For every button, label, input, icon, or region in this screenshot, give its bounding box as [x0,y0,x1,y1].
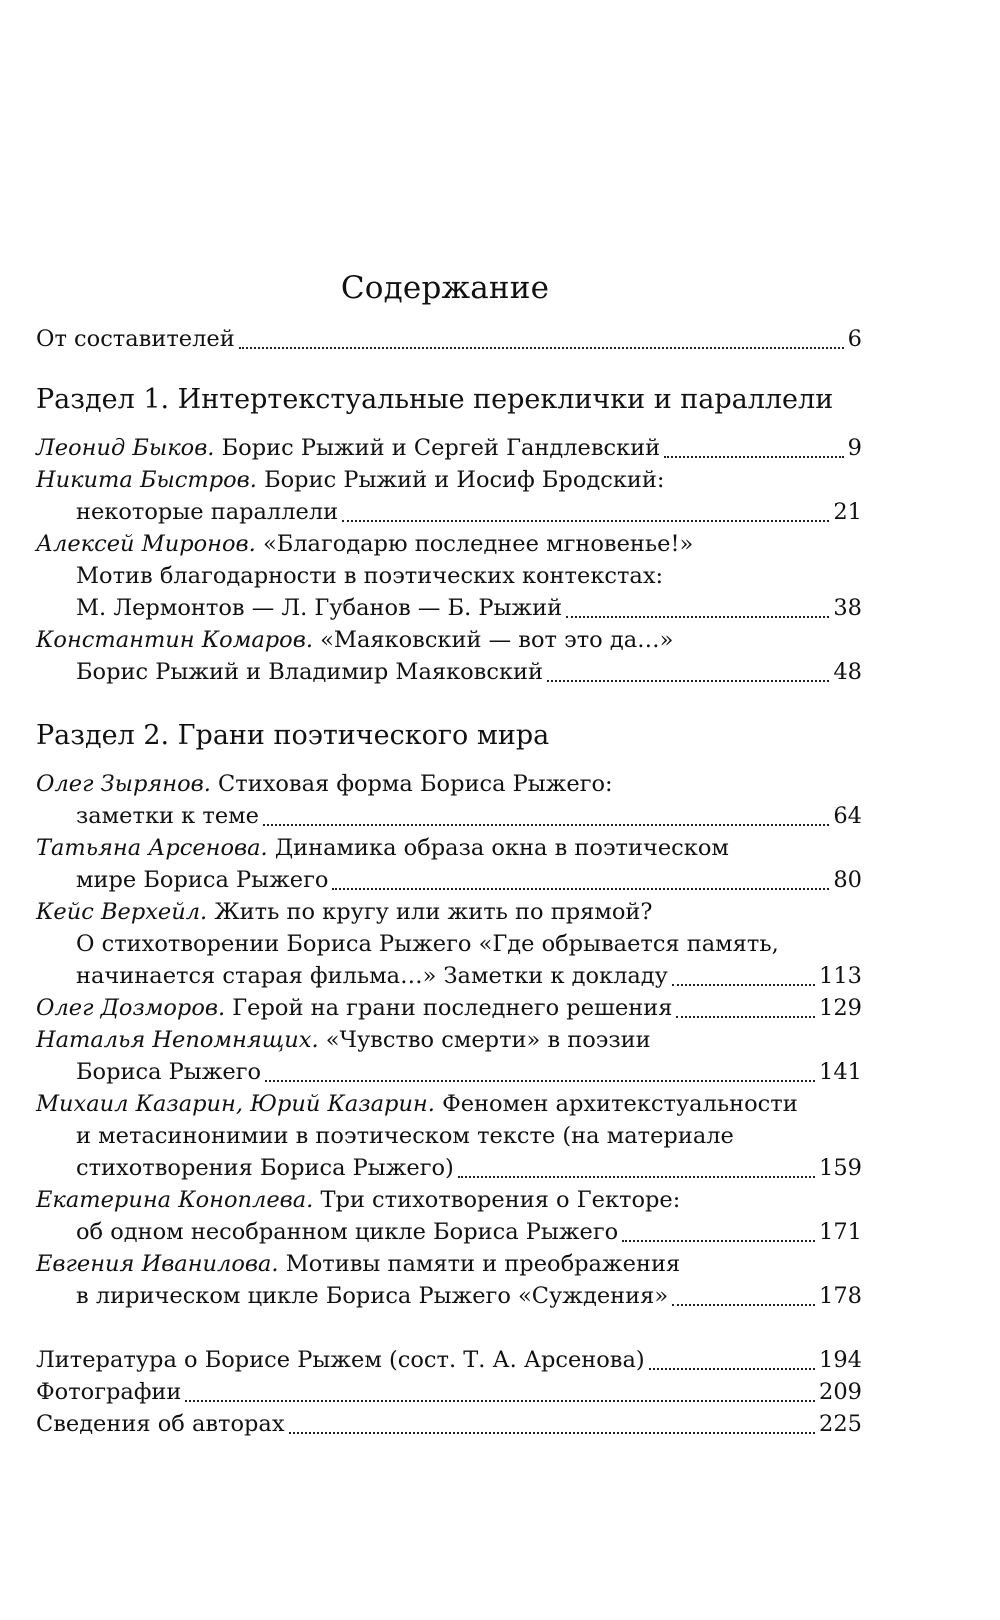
entry-author: Наталья Непомнящих. [36,1027,319,1053]
dot-leader [664,456,844,458]
entry-author: Никита Быстров. [36,467,257,493]
page-number: 194 [819,1347,862,1373]
entry-title-line: Три стихотворения о Гекторе: [320,1187,681,1213]
toc-line [36,992,862,1024]
page-number: 113 [819,963,862,989]
section-heading: Раздел 2. Грани поэтического мира [36,720,550,751]
toc-line [36,464,862,496]
entry-title-line: об одном несобранном цикле Бориса Рыжего [76,1219,619,1245]
page-number: 48 [833,659,862,685]
toc-line [76,592,862,624]
toc-line [76,1056,862,1088]
entry-title-line: Борис Рыжий и Иосиф Бродский: [264,467,665,493]
dot-leader [676,1016,815,1018]
entry-title-line: О стихотворении Бориса Рыжего «Где обрывается память, [76,931,779,957]
entry-title-line: Бориса Рыжего [76,1059,262,1085]
toc-line [36,1184,862,1216]
entry-title-line: начинается старая фильма…» Заметки к докладу [76,963,668,989]
toc-line [36,832,862,864]
entry-title-line: Герой на грани последнего решения [232,995,673,1021]
entry-title-line: «Маяковский — вот это да…» [320,627,674,653]
entry-author: Татьяна Арсенова. [36,835,268,861]
entry-author: Кейс Верхейл. [36,899,208,925]
toc-line [36,896,862,928]
entry-title-line: Литература о Борисе Рыжем (сост. Т. А. Арсенова) [36,1347,645,1373]
dot-leader [342,520,829,522]
entry-title-line: От составителей [36,326,235,352]
page-number: 64 [833,803,862,829]
page-number: 209 [819,1379,862,1405]
toc-line [36,1088,862,1120]
page-number: 159 [819,1155,862,1181]
page-number: 225 [819,1411,862,1437]
toc-line [36,432,862,464]
entry-title-line: Жить по кругу или жить по прямой? [214,899,653,925]
page-number: 171 [819,1219,862,1245]
dot-leader [332,888,829,890]
dot-leader [672,984,815,986]
entry-author: Константин Комаров. [36,627,313,653]
toc-line [76,560,862,592]
toc-line [36,528,862,560]
entry-title-line: М. Лермонтов — Л. Губанов — Б. Рыжий [76,595,563,621]
page-number: 178 [819,1283,862,1309]
dot-leader [289,1432,816,1434]
dot-leader [672,1304,815,1306]
toc-line [36,323,862,355]
toc-line [76,1152,862,1184]
entry-title-line: Борис Рыжий и Владимир Маяковский [76,659,543,685]
toc-line [76,1216,862,1248]
dot-leader [547,680,829,682]
dot-leader [265,1080,815,1082]
toc-title: Содержание [340,270,550,306]
entry-title-line: и метасинонимии в поэтическом тексте (на материале [76,1123,734,1149]
page-number: 38 [833,595,862,621]
entry-title-line: Фотографии [36,1379,182,1405]
page-number: 21 [833,499,862,525]
toc-line [76,1120,862,1152]
toc-line [76,864,862,896]
page-number: 129 [819,995,862,1021]
entry-title-line: «Благодарю последнее мгновенье!» [262,531,694,557]
entry-title-line: мире Бориса Рыжего [76,867,329,893]
toc-line [76,1280,862,1312]
dot-leader [458,1176,815,1178]
page-number: 9 [847,435,862,461]
entry-title-line: Феномен архитекстуальности [442,1091,798,1117]
entry-author: Михаил Казарин, Юрий Казарин. [36,1091,435,1117]
entry-title-line: Мотивы памяти и преображения [285,1251,681,1277]
toc-line [76,928,862,960]
toc-line [36,1408,862,1440]
dot-leader [566,616,829,618]
section-heading: Раздел 1. Интертекстуальные переклички и параллели [36,384,834,415]
entry-title-line: Борис Рыжий и Сергей Гандлевский [221,435,661,461]
page-number: 141 [819,1059,862,1085]
entry-title-line: некоторые параллели [76,499,339,525]
toc-line [76,656,862,688]
toc-line [76,960,862,992]
entry-author: Евгения Иванилова. [36,1251,279,1277]
toc-line [36,1344,862,1376]
entry-author: Екатерина Коноплева. [36,1187,314,1213]
entry-title-line: Динамика образа окна в поэтическом [274,835,729,861]
toc-line [76,496,862,528]
entry-title-line: «Чувство смерти» в поэзии [325,1027,651,1053]
entry-author: Олег Зырянов. [36,771,211,797]
entry-title-line: Мотив благодарности в поэтических контекстах: [76,563,664,589]
entry-title-line: Сведения об авторах [36,1411,285,1437]
entry-author: Алексей Миронов. [36,531,256,557]
dot-leader [239,347,844,349]
dot-leader [649,1368,815,1370]
toc-line [36,1024,862,1056]
page-number: 80 [833,867,862,893]
page-number: 6 [847,326,862,352]
entry-author: Олег Дозморов. [36,995,226,1021]
entry-title-line: стихотворения Бориса Рыжего) [76,1155,454,1181]
entry-title-line: Стиховая форма Бориса Рыжего: [218,771,613,797]
toc-line [76,800,862,832]
entry-title-line: заметки к теме [76,803,259,829]
toc-line [36,1376,862,1408]
dot-leader [622,1240,815,1242]
dot-leader [263,824,829,826]
toc-line [36,768,862,800]
toc-line [36,1248,862,1280]
toc-line [36,624,862,656]
entry-title-line: в лирическом цикле Бориса Рыжего «Суждения» [76,1283,669,1309]
entry-author: Леонид Быков. [36,435,215,461]
dot-leader [185,1400,815,1402]
